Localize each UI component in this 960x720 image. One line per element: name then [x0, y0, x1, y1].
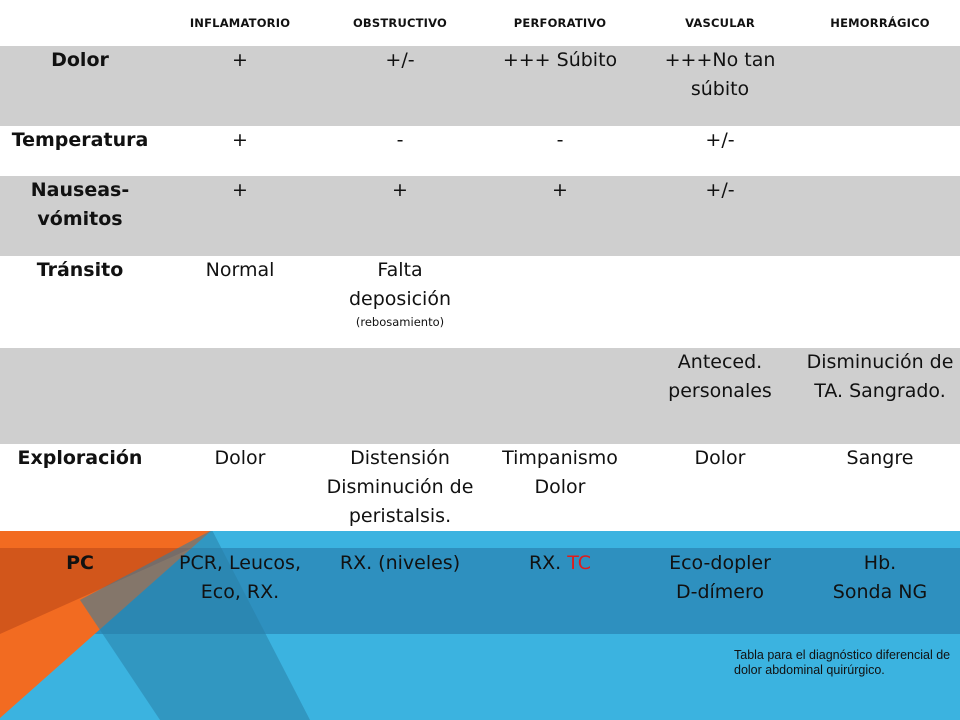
cell-exploracion-obstructivo: [320, 444, 480, 531]
row-label-pc: PC: [66, 552, 94, 574]
cell-nauseas-perforativo: +: [480, 176, 640, 256]
cell-pc-obstructivo: RX. (niveles): [339, 552, 461, 574]
table-row-dolor: [0, 46, 960, 126]
spacer-row: [0, 531, 960, 549]
cell-transito-inflamatorio: Normal: [160, 256, 320, 348]
cell-exploracion-hemorragico: Sangre: [800, 444, 960, 531]
cell-nauseas-hemorragico: [800, 176, 960, 256]
cell-antecedentes-vascular: Anteced. personales: [640, 348, 800, 444]
cell-nauseas-vascular: +/-: [640, 176, 800, 256]
cell-dolor-perforativo: +++ Súbito: [480, 46, 640, 126]
cell-exploracion-vascular: Dolor: [640, 444, 800, 531]
pc-perforativo-rx: RX.: [528, 552, 562, 574]
cell-transito-perforativo: [480, 256, 640, 348]
col-header-hemorragico: HEMORRÁGICO: [830, 15, 930, 30]
spacer-cell: [0, 531, 960, 549]
cell-exploracion-perforativo: [480, 444, 640, 531]
cell-antecedentes-obstructivo: [320, 348, 480, 444]
pc-hemorragico-line1: Hb.: [863, 552, 897, 574]
cell-dolor-obstructivo: +/-: [320, 46, 480, 126]
header-row: [0, 0, 960, 46]
table-row-antecedentes: [0, 348, 960, 444]
cell-pc-vascular: [640, 549, 800, 635]
table-row-nauseas: [0, 176, 960, 256]
cell-antecedentes-perforativo: [480, 348, 640, 444]
transito-obstructivo-note: (rebosamiento): [355, 315, 445, 329]
exploracion-obstructivo-line1: Distensión: [350, 447, 450, 469]
table-caption: Tabla para el diagnóstico diferencial de dolor abdominal quirúrgico.: [734, 648, 951, 677]
col-header-vascular: VASCULAR: [685, 15, 755, 30]
pc-vascular-line2: D-dímero: [675, 581, 765, 603]
table-row-exploracion: [0, 444, 960, 531]
cell-nauseas-inflamatorio: +: [160, 176, 320, 256]
pc-perforativo-tc: TC: [567, 552, 592, 574]
row-label-dolor: Dolor: [0, 46, 160, 126]
transito-obstructivo-text: Falta deposición: [348, 259, 451, 310]
cell-temperatura-hemorragico: [800, 126, 960, 176]
cell-pc-hemorragico: [800, 549, 960, 635]
cell-dolor-vascular: +++No tan súbito: [640, 46, 800, 126]
table-row-transito: [0, 256, 960, 348]
cell-pc-perforativo: [480, 549, 640, 635]
exploracion-perforativo-line2: Dolor: [534, 476, 586, 498]
cell-transito-hemorragico: [800, 256, 960, 348]
row-label-nauseas: Nauseas-vómitos: [0, 176, 160, 256]
pc-vascular-line1: Eco-dopler: [669, 552, 771, 574]
header-corner: [0, 0, 160, 46]
pc-hemorragico-line2: Sonda NG: [832, 581, 928, 603]
exploracion-obstructivo-line2: Disminución de peristalsis.: [326, 476, 474, 527]
cell-transito-obstructivo: [320, 256, 480, 348]
cell-antecedentes-hemorragico: Disminución de TA. Sangrado.: [800, 348, 960, 444]
col-header-obstructivo: OBSTRUCTIVO: [352, 15, 448, 30]
cell-transito-vascular: [640, 256, 800, 348]
cell-dolor-hemorragico: [800, 46, 960, 126]
cell-temperatura-vascular: +/-: [640, 126, 800, 176]
cell-temperatura-inflamatorio: +: [160, 126, 320, 176]
cell-temperatura-obstructivo: -: [320, 126, 480, 176]
table-row-temperatura: [0, 126, 960, 176]
col-header-inflamatorio: INFLAMATORIO: [189, 15, 291, 30]
cell-temperatura-perforativo: -: [480, 126, 640, 176]
col-header-perforativo: PERFORATIVO: [513, 15, 607, 30]
cell-nauseas-obstructivo: +: [320, 176, 480, 256]
row-label-transito: Tránsito: [0, 256, 160, 348]
cell-pc-inflamatorio: PCR, Leucos, Eco, RX.: [179, 552, 301, 603]
row-label-temperatura: Temperatura: [0, 126, 160, 176]
cell-exploracion-inflamatorio: Dolor: [160, 444, 320, 531]
cell-antecedentes-inflamatorio: [160, 348, 320, 444]
row-label-exploracion: Exploración: [0, 444, 160, 531]
table-row-pc: [0, 549, 960, 635]
exploracion-perforativo-line1: Timpanismo: [502, 447, 618, 469]
cell-dolor-inflamatorio: +: [160, 46, 320, 126]
row-label-antecedentes: [0, 348, 160, 444]
